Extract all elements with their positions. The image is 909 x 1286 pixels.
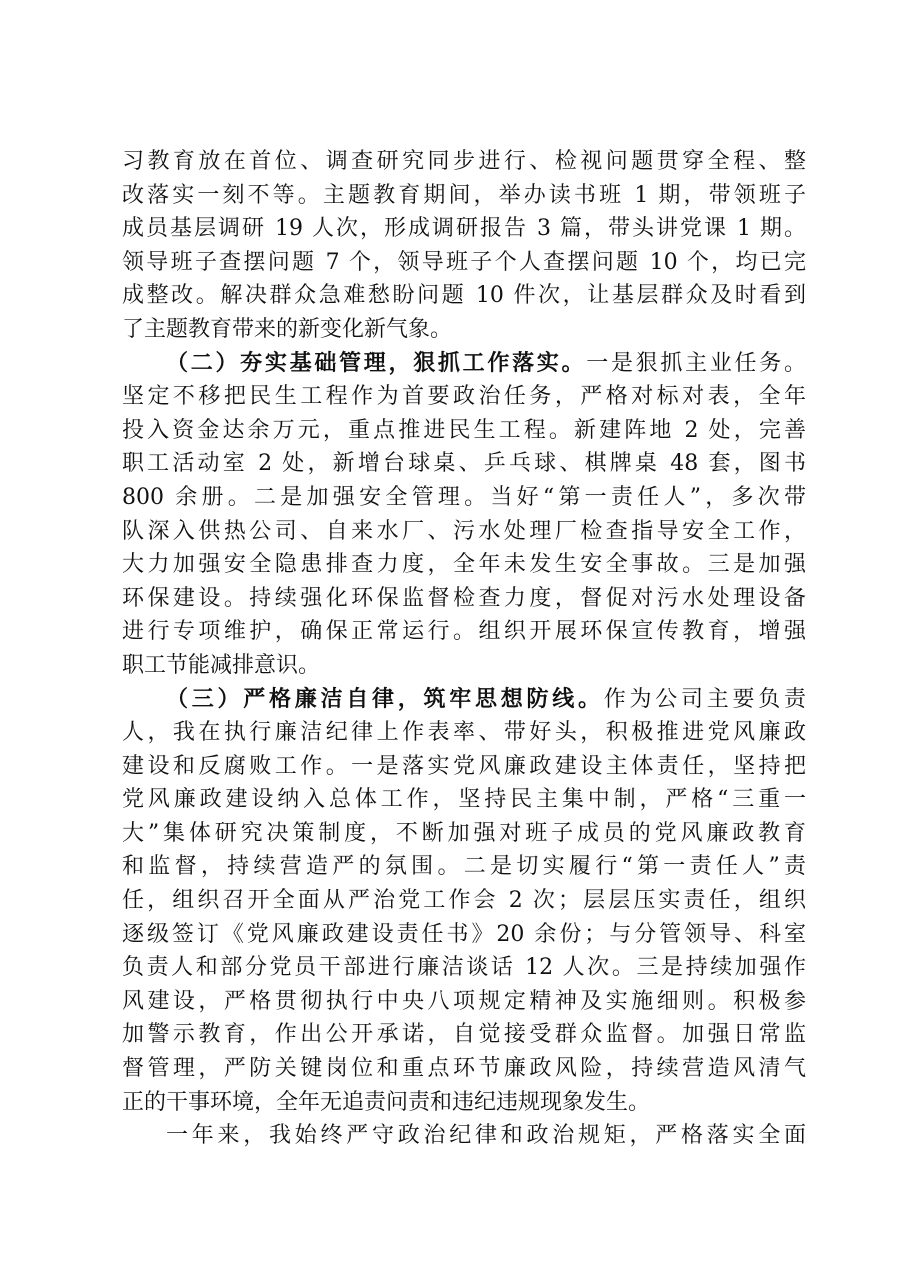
document-page xyxy=(122,145,806,1153)
section-heading: （三）严格廉洁自律，筑牢思想防线。 xyxy=(166,685,604,712)
paragraph-line: 风建设，严格贯彻执行中央八项规定精神及实施细则。积极参 xyxy=(122,988,806,1014)
paragraph-line: 投入资金达余万元，重点推进民生工程。新建阵地 2 处，完善 xyxy=(122,417,806,443)
paragraph-line: 职工节能减排意识。 xyxy=(122,652,321,678)
paragraph-line: 习教育放在首位、调查研究同步进行、检视问题贯穿全程、整 xyxy=(122,149,806,174)
paragraph-line: 人，我在执行廉洁纪律上作表率、带好头，积极推进党风廉政 xyxy=(122,720,806,746)
section-heading: （二）夯实基础管理，狠抓工作落实。 xyxy=(166,349,587,376)
paragraph-line: 职工活动室 2 处，新增台球桌、乒乓球、棋牌桌 48 套，图书 xyxy=(122,451,806,477)
paragraph-line: 大力加强安全隐患排查力度，全年未发生安全事故。三是加强 xyxy=(122,552,806,578)
paragraph-line: 了主题教育带来的新变化新气象。 xyxy=(122,316,453,342)
paragraph-line: 队深入供热公司、自来水厂、污水处理厂检查指导安全工作， xyxy=(122,518,806,544)
paragraph-4 xyxy=(122,1119,806,1153)
heading-continuation: 作为公司主要负责 xyxy=(603,686,806,712)
paragraph-line: 进行专项维护，确保正常运行。组织开展环保宣传教育，增强 xyxy=(122,619,806,645)
paragraph-first-line: 一年来，我始终严守政治纪律和政治规矩，严格落实全面 xyxy=(166,1123,806,1149)
paragraph-line: 督管理，严防关键岗位和重点环节廉政风险，持续营造风清气 xyxy=(122,1056,806,1082)
paragraph-first-line xyxy=(122,683,806,717)
heading-continuation: 一是狠抓主业任务。 xyxy=(586,350,806,376)
paragraph-first-line xyxy=(122,347,806,381)
paragraph-line: 加警示教育，作出公开承诺，自觉接受群众监督。加强日常监 xyxy=(122,1022,806,1048)
paragraph-2 xyxy=(122,347,806,683)
paragraph-line: 改落实一刻不等。主题教育期间，举办读书班 1 期，带领班子 xyxy=(122,182,806,208)
paragraph-line: 800 余册。二是加强安全管理。当好“第一责任人”，多次带 xyxy=(122,484,806,510)
paragraph-line: 任，组织召开全面从严治党工作会 2 次；层层压实责任，组织 xyxy=(122,888,806,914)
paragraph-line: 逐级签订《党风廉政建设责任书》20 余份；与分管领导、科室 xyxy=(122,921,806,947)
paragraph-line: 党风廉政建设纳入总体工作，坚持民主集中制，严格“三重一 xyxy=(122,787,806,813)
paragraph-line: 正的干事环境，全年无追责问责和违纪违规现象发生。 xyxy=(122,1089,651,1115)
paragraph-3 xyxy=(122,683,806,1120)
paragraph-1 xyxy=(122,145,806,347)
paragraph-line: 和监督，持续营造严的氛围。二是切实履行“第一责任人”责 xyxy=(122,854,806,880)
paragraph-line: 成员基层调研 19 人次，形成调研报告 3 篇，带头讲党课 1 期。 xyxy=(122,216,806,242)
paragraph-line: 大”集体研究决策制度，不断加强对班子成员的党风廉政教育 xyxy=(122,820,806,846)
paragraph-line: 负责人和部分党员干部进行廉洁谈话 12 人次。三是持续加强作 xyxy=(122,955,806,981)
paragraph-line: 环保建设。持续强化环保监督检查力度，督促对污水处理设备 xyxy=(122,585,806,611)
paragraph-line: 坚定不移把民生工程作为首要政治任务，严格对标对表，全年 xyxy=(122,384,806,410)
paragraph-line: 建设和反腐败工作。一是落实党风廉政建设主体责任，坚持把 xyxy=(122,753,806,779)
paragraph-line: 成整改。解决群众急难愁盼问题 10 件次，让基层群众及时看到 xyxy=(122,283,806,309)
paragraph-line: 领导班子查摆问题 7 个，领导班子个人查摆问题 10 个，均已完 xyxy=(122,249,806,275)
